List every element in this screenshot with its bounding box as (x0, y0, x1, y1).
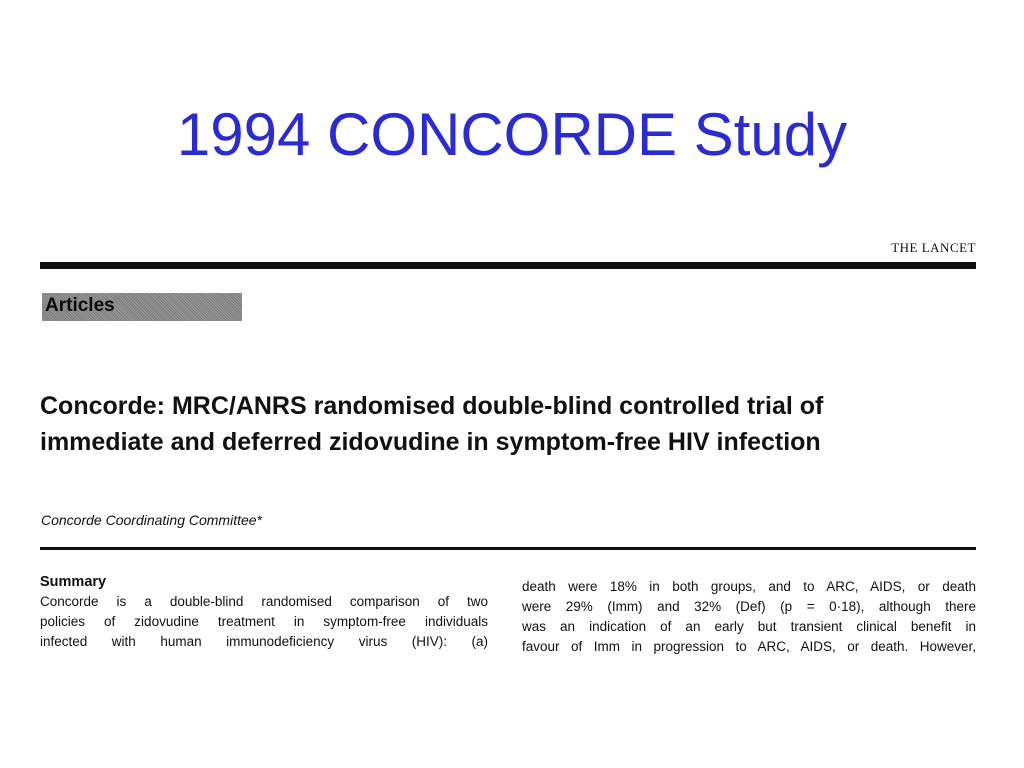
summary-left-column (40, 572, 488, 652)
summary-line: infected with human immunodeficiency virus (HIV): (a) (40, 634, 488, 649)
summary-line: was an indication of an early but transient clinical benefit in (522, 619, 976, 634)
author-rule (40, 547, 976, 550)
journal-name: THE LANCET (891, 240, 976, 255)
summary-right-column (522, 577, 976, 657)
article-title (40, 388, 976, 460)
article-title-line: immediate and deferred zidovudine in symptom-free HIV infection (40, 428, 821, 456)
summary-line: favour of Imm in progression to ARC, AIDS, or death. However, (522, 639, 976, 654)
summary-line: death were 18% in both groups, and to ARC, AIDS, or death (522, 579, 976, 594)
summary-line: policies of zidovudine treatment in symptom-free individuals (40, 614, 488, 629)
section-label: Articles (45, 295, 115, 316)
slide-title: 1994 CONCORDE Study (176, 101, 848, 168)
article-title-line: Concorde: MRC/ANRS randomised double-blind controlled trial of (40, 392, 824, 420)
summary-heading: Summary (40, 574, 107, 590)
section-label-box (42, 293, 242, 321)
header-rule (40, 262, 976, 269)
article-excerpt-image (40, 236, 976, 666)
summary-line: Concorde is a double-blind randomised comparison of two (40, 594, 488, 609)
summary-line: were 29% (Imm) and 32% (Def) (p = 0·18), although there (522, 599, 976, 614)
article-author: Concorde Coordinating Committee* (41, 512, 262, 528)
